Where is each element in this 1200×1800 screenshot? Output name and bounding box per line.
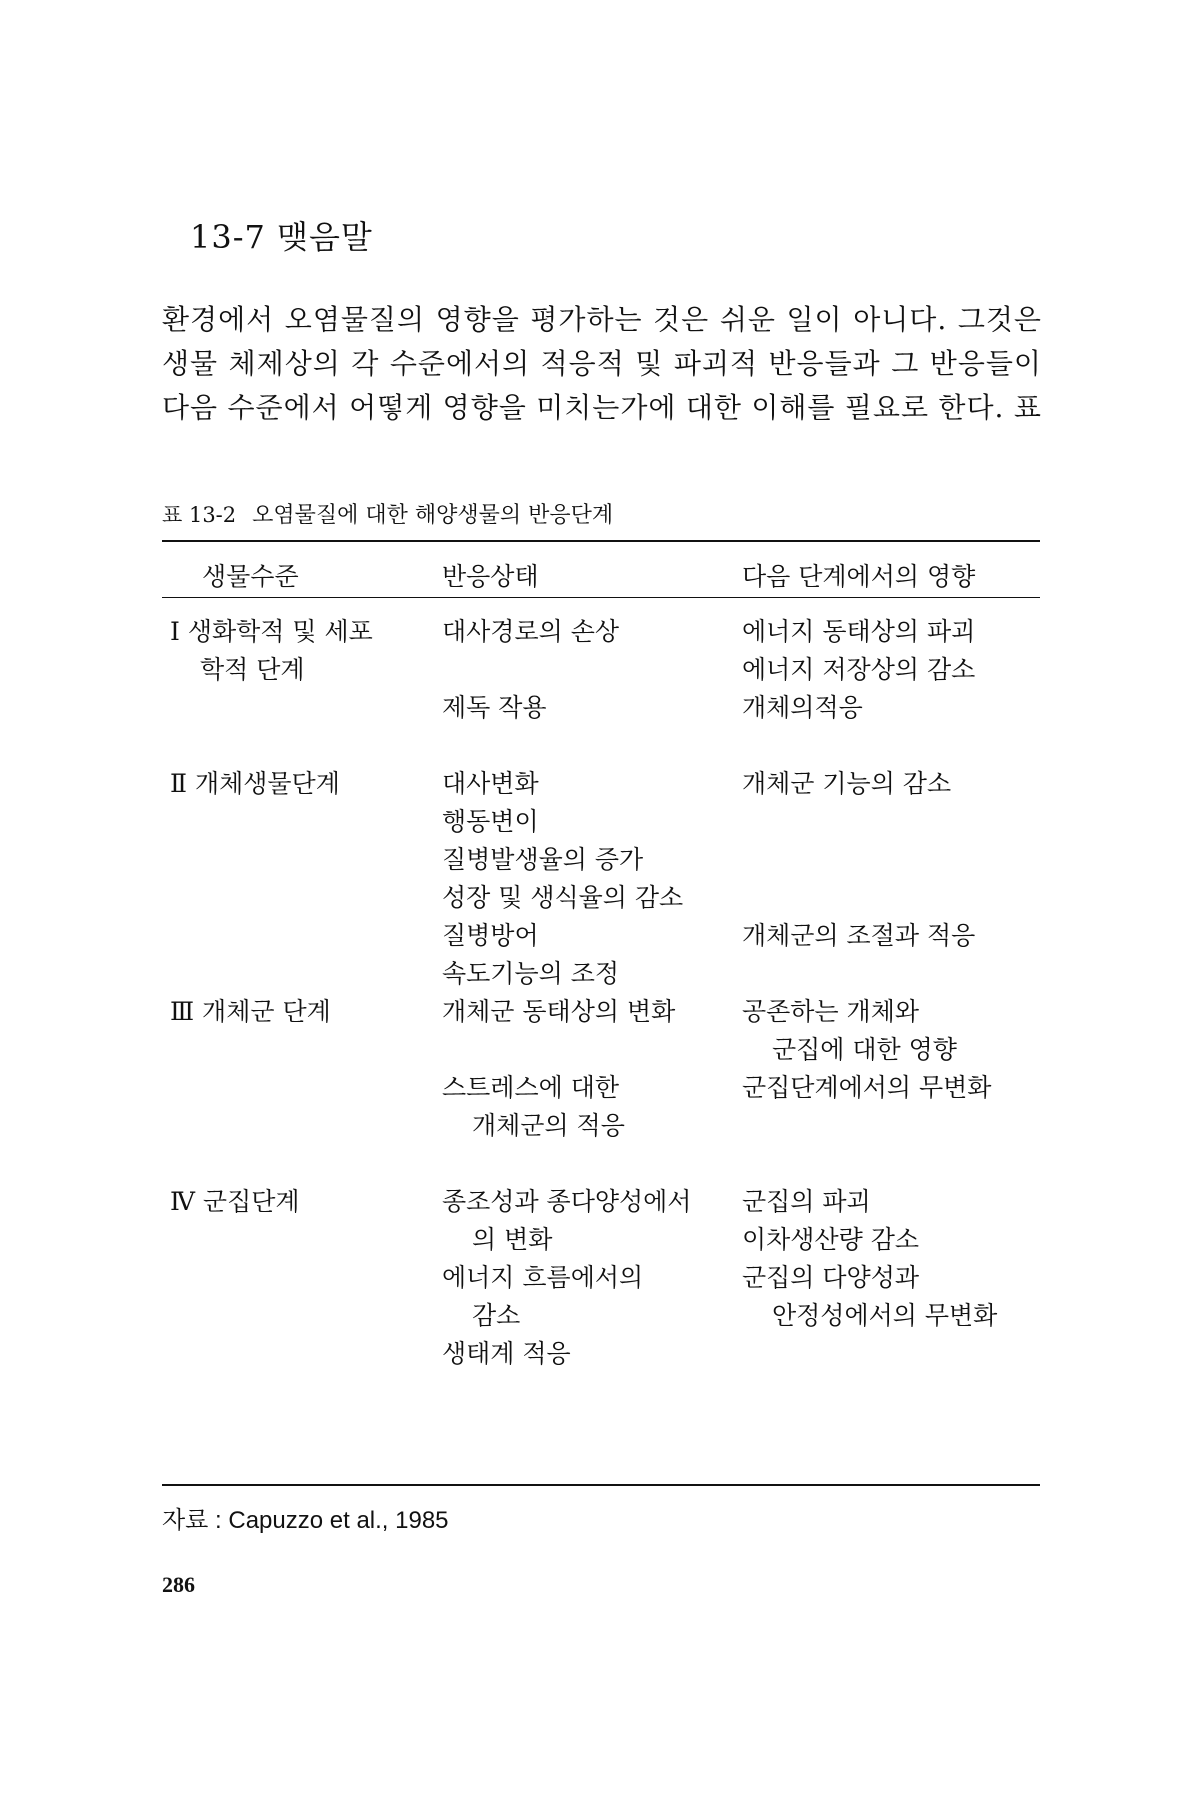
paragraph-word: 적응적 xyxy=(540,347,625,380)
table-cell: 개체군 기능의 감소 xyxy=(742,769,952,798)
table-header-effect: 다음 단계에서의 영향 xyxy=(742,562,976,591)
paragraph-word: 그것은 xyxy=(957,303,1042,336)
table-cell: 개체의적응 xyxy=(742,693,863,722)
table-cell: 대사변화 xyxy=(442,769,539,798)
paragraph-word: 대한 xyxy=(685,391,742,424)
table-cell: 질병방어 xyxy=(442,921,539,950)
table-cell: 스트레스에 대한 xyxy=(442,1073,619,1102)
table-cell: Ⅱ 개체생물단계 xyxy=(170,769,340,798)
paragraph-word: 반응들과 xyxy=(768,347,881,380)
paragraph-word: 각 xyxy=(351,347,380,380)
table-cell: 에너지 동태상의 파괴 xyxy=(742,617,976,646)
table-cell: Ⅰ 생화학적 및 세포 xyxy=(170,617,373,646)
table-cell: 행동변이 xyxy=(442,807,539,836)
table-cell: Ⅳ 군집단계 xyxy=(170,1187,300,1216)
table-cell: 성장 및 생식율의 감소 xyxy=(442,883,684,912)
paragraph-word: 것은 xyxy=(653,303,710,336)
table-caption xyxy=(162,498,613,529)
table-cell: 군집에 대한 영향 xyxy=(772,1035,957,1064)
paragraph-word: 반응들이 xyxy=(929,347,1042,380)
paragraph-word: 미치는가에 xyxy=(536,391,677,424)
table-cell: Ⅲ 개체군 단계 xyxy=(170,997,331,1026)
body-paragraph xyxy=(162,298,1042,430)
paragraph-word: 일이 xyxy=(786,303,843,336)
paragraph-word: 아니다. xyxy=(853,303,948,336)
table-caption-label: 표 13-2 xyxy=(162,503,237,527)
table-cell: 생태계 적응 xyxy=(442,1339,571,1368)
table-cell: 질병발생율의 증가 xyxy=(442,845,644,874)
section-title: 13-7 맺음말 xyxy=(190,218,373,256)
table-cell: 속도기능의 조정 xyxy=(442,959,619,988)
table-cell: 감소 xyxy=(472,1301,521,1330)
table-cell: 에너지 흐름에서의 xyxy=(442,1263,644,1292)
paragraph-word: 평가하는 xyxy=(530,303,643,336)
table-cell: 종조성과 종다양성에서 xyxy=(442,1187,692,1216)
paragraph-word: 어떻게 xyxy=(349,391,434,424)
paragraph-word: 수준에서의 xyxy=(389,347,531,380)
table-cell: 개체군의 적응 xyxy=(472,1111,625,1140)
table-source-note: 자료 : Capuzzo et al., 1985 xyxy=(162,1507,449,1534)
paragraph-word: 표 xyxy=(1013,391,1042,424)
paragraph-word: 영향을 xyxy=(442,391,527,424)
table-cell: 학적 단계 xyxy=(200,655,305,684)
paragraph-word: 쉬운 xyxy=(719,303,776,336)
paragraph-word: 수준에서 xyxy=(227,391,340,424)
table-cell: 의 변화 xyxy=(472,1225,553,1254)
paragraph-word: 및 xyxy=(635,347,664,380)
table-cell: 군집의 다양성과 xyxy=(742,1263,919,1292)
paragraph-word: 파괴적 xyxy=(673,347,758,380)
table-cell: 에너지 저장상의 감소 xyxy=(742,655,976,684)
paragraph-line xyxy=(162,298,1042,342)
table-cell: 이차생산량 감소 xyxy=(742,1225,919,1254)
paragraph-word: 필요로 xyxy=(844,391,930,424)
paragraph-word: 체제상의 xyxy=(228,347,341,380)
paragraph-word: 오염물질의 xyxy=(284,303,426,336)
table-caption-text: 오염물질에 대한 해양생물의 반응단계 xyxy=(252,503,614,528)
paragraph-line xyxy=(162,342,1042,386)
paragraph-word: 환경에서 xyxy=(162,303,275,336)
table-cell: 개체군의 조절과 적응 xyxy=(742,921,976,950)
table-bottom-rule xyxy=(162,1484,1040,1486)
table-cell: 대사경로의 손상 xyxy=(442,617,619,646)
table-header-level: 생물수준 xyxy=(202,562,299,591)
table-cell: 군집단계에서의 무변화 xyxy=(742,1073,992,1102)
paragraph-line xyxy=(162,386,1042,430)
table-cell: 안정성에서의 무변화 xyxy=(772,1301,998,1330)
paragraph-word: 생물 xyxy=(162,347,219,380)
table-header-rule xyxy=(162,597,1040,598)
table-top-rule xyxy=(162,540,1040,542)
paragraph-word: 다음 xyxy=(162,391,219,424)
table-cell: 군집의 파괴 xyxy=(742,1187,871,1216)
paragraph-word: 이해를 xyxy=(751,391,836,424)
table-header-response: 반응상태 xyxy=(442,562,539,591)
paragraph-word: 영향을 xyxy=(435,303,520,336)
paragraph-word: 그 xyxy=(891,347,920,380)
table-cell: 개체군 동태상의 변화 xyxy=(442,997,676,1026)
page-number: 286 xyxy=(162,1572,195,1597)
paragraph-word: 한다. xyxy=(938,391,1005,424)
table-cell: 공존하는 개체와 xyxy=(742,997,919,1026)
table-cell: 제독 작용 xyxy=(442,693,547,722)
